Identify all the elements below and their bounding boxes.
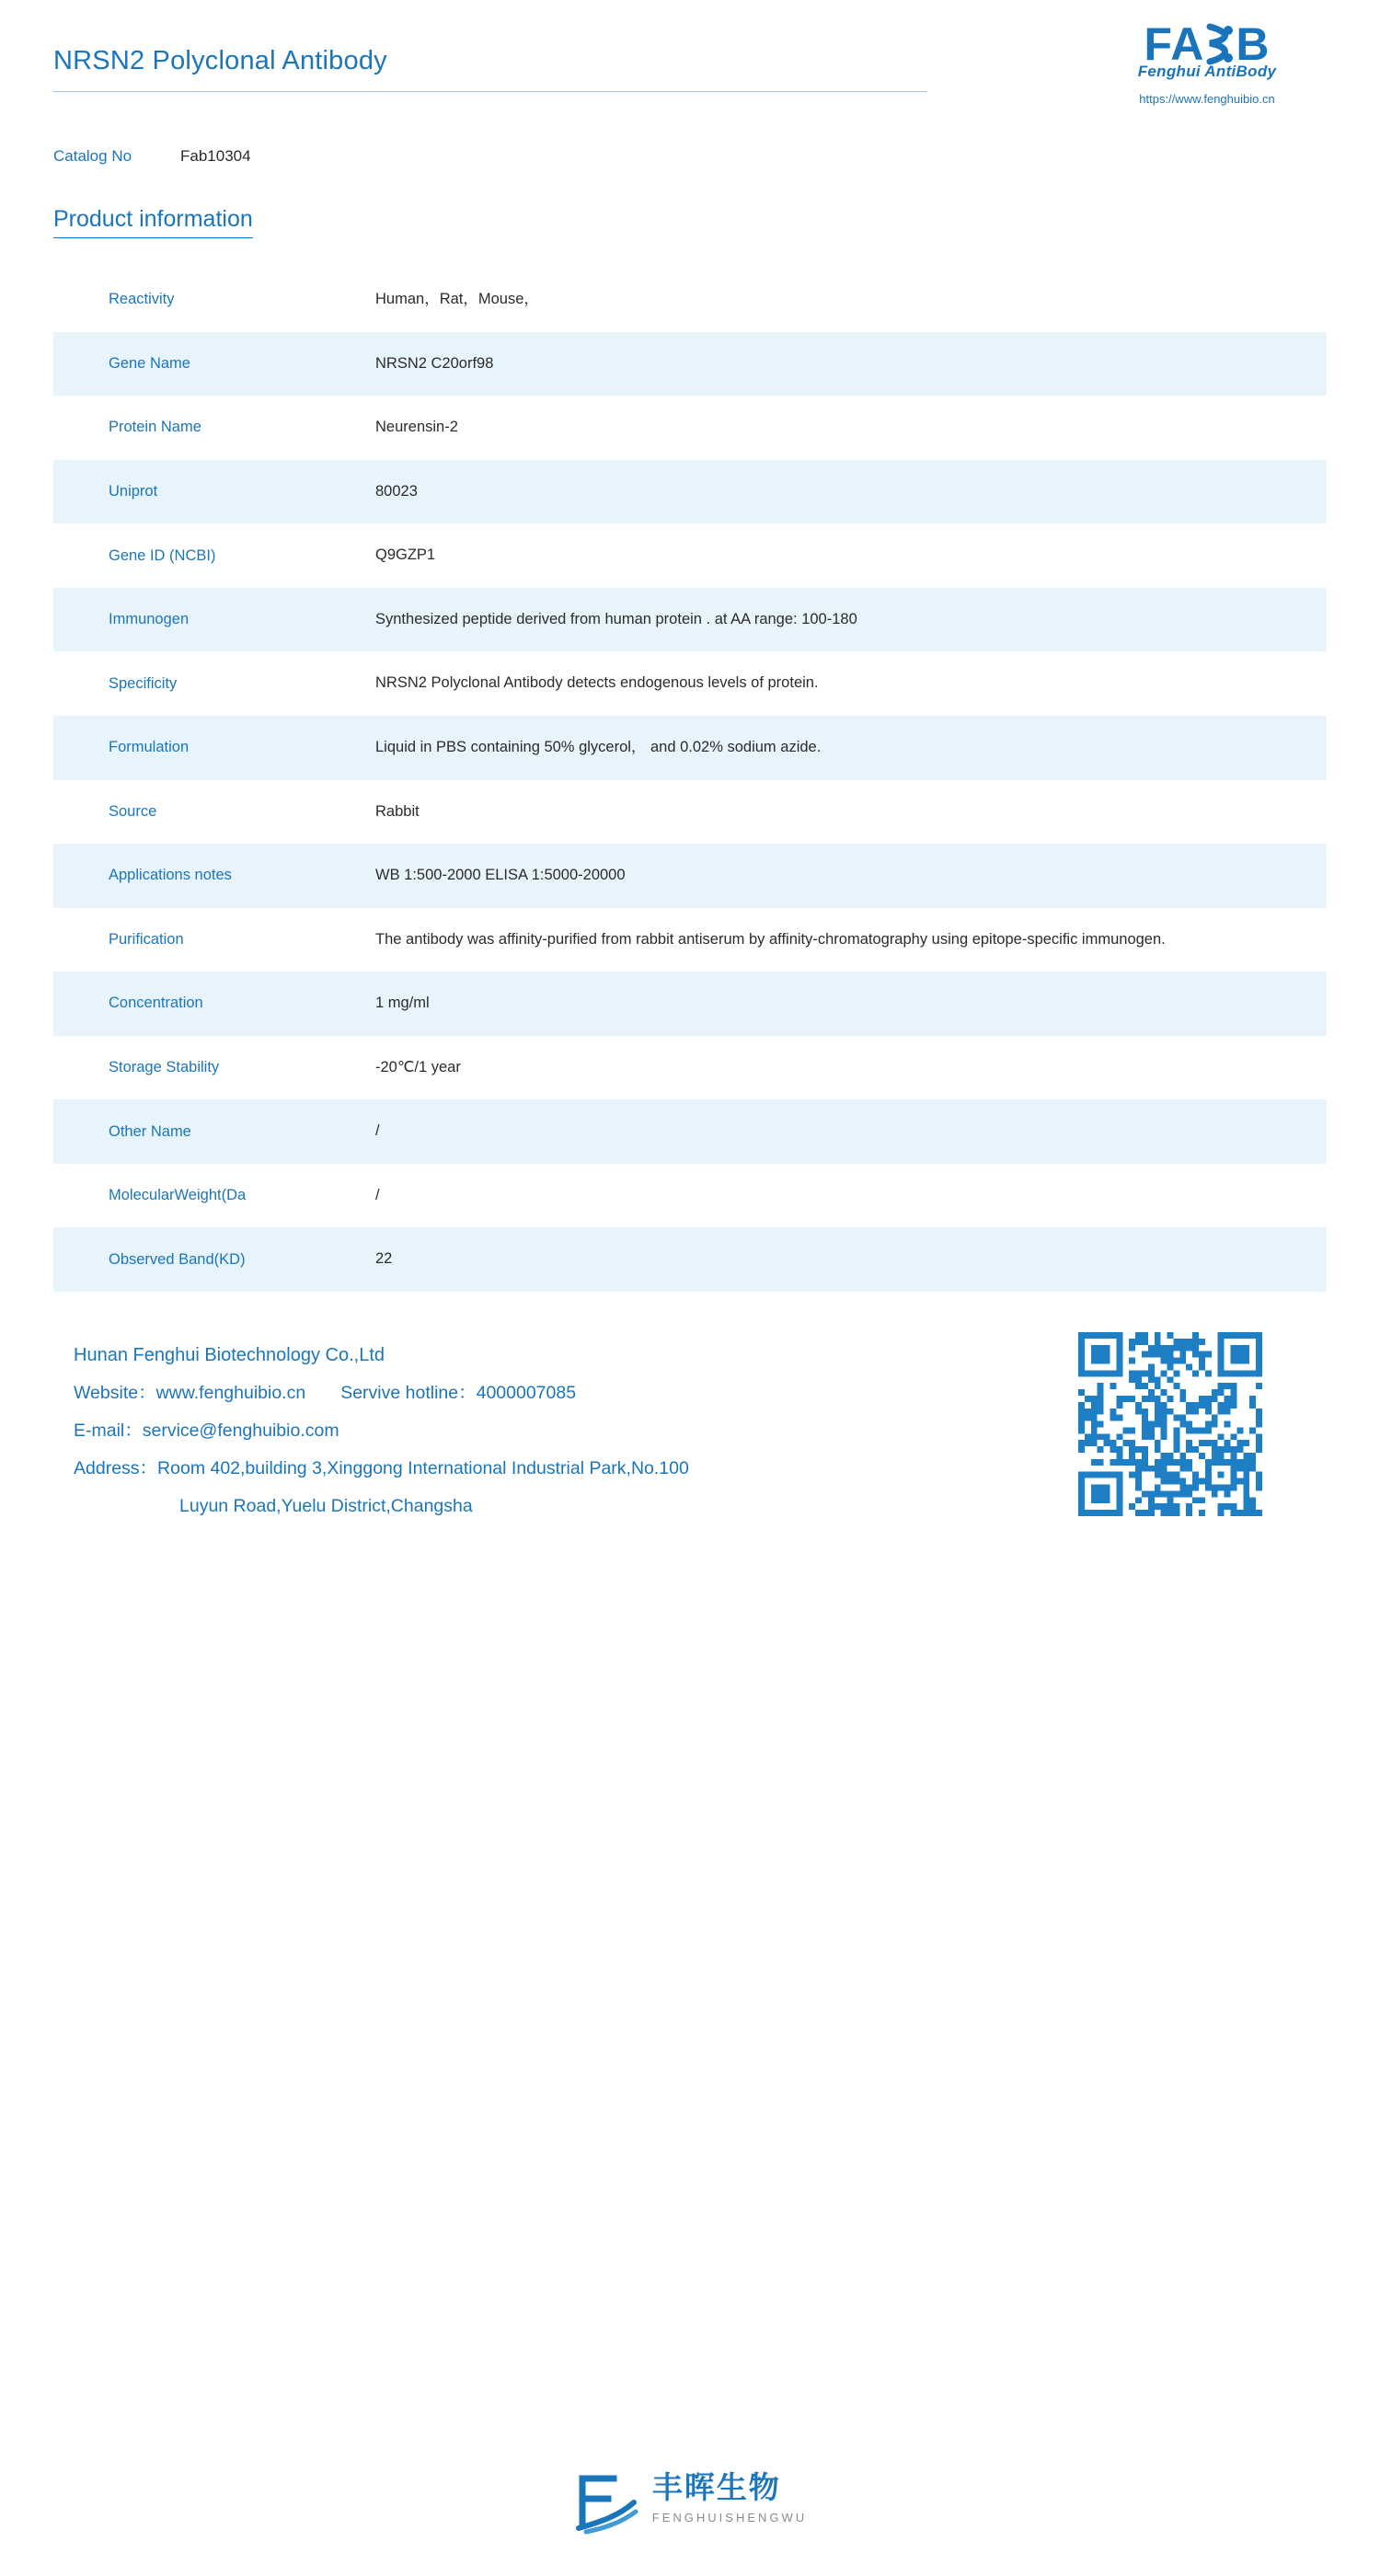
footer-contact-block bbox=[74, 1336, 1021, 1525]
footer-website-line bbox=[74, 1374, 1021, 1412]
footer-hotline-label: Servive hotline： bbox=[340, 1383, 477, 1403]
product-information-table bbox=[53, 268, 1327, 1292]
footer-address-line2: Luyun Road,Yuelu District,Changsha bbox=[179, 1495, 473, 1516]
footer-email-label: E-mail： bbox=[74, 1420, 143, 1441]
row-label: Concentration bbox=[109, 995, 203, 1012]
document-header bbox=[53, 0, 1327, 138]
row-value: WB 1:500-2000 ELISA 1:5000-20000 bbox=[375, 867, 626, 884]
row-label: Source bbox=[109, 802, 157, 820]
table-row bbox=[53, 1036, 1327, 1100]
row-label: Formulation bbox=[109, 739, 190, 756]
table-row bbox=[53, 651, 1327, 716]
footer-address-label: Address： bbox=[74, 1457, 158, 1478]
row-value: The antibody was affinity-purified from rabbit antiserum by affinity-chromatography using epitope-specific immunogen. bbox=[375, 930, 1166, 948]
logo-fab-text bbox=[1144, 20, 1270, 68]
row-label: Immunogen bbox=[109, 611, 190, 628]
row-label: Observed Band(KD) bbox=[109, 1250, 246, 1268]
bottom-logo-en: FENGHUISHENGWU bbox=[651, 2511, 808, 2524]
row-value: Rabbit bbox=[375, 802, 420, 820]
footer-company: Hunan Fenghui Biotechnology Co.,Ltd bbox=[74, 1345, 385, 1365]
document-footer bbox=[53, 1319, 1327, 1623]
row-label: Gene Name bbox=[109, 354, 190, 372]
footer-email-value[interactable]: service@fenghuibio.com bbox=[142, 1420, 339, 1441]
logo-url: https://www.fenghuibio.cn bbox=[1139, 92, 1275, 106]
row-value: Synthesized peptide derived from human protein . at AA range: 100-180 bbox=[375, 610, 857, 627]
dna-swirl-icon bbox=[1204, 23, 1236, 63]
row-label: Storage Stability bbox=[109, 1059, 220, 1076]
table-row bbox=[53, 588, 1327, 652]
logo-letter-f: F bbox=[1144, 18, 1171, 70]
logo-letter-b: B bbox=[1236, 18, 1271, 70]
row-value: NRSN2 C20orf98 bbox=[375, 354, 494, 372]
footer-address-line bbox=[74, 1450, 1021, 1488]
row-value: Q9GZP1 bbox=[375, 546, 436, 564]
catalog-row bbox=[53, 147, 1327, 166]
row-value: 1 mg/ml bbox=[375, 995, 430, 1012]
row-value: Liquid in PBS containing 50% glycerol， and 0.02% sodium azide. bbox=[375, 738, 822, 755]
row-value: Human，Rat，Mouse， bbox=[375, 291, 539, 307]
page-title: NRSN2 Polyclonal Antibody bbox=[53, 46, 387, 75]
row-label: Other Name bbox=[109, 1122, 191, 1140]
row-value: / bbox=[375, 1186, 380, 1203]
fenghui-mark-icon bbox=[573, 2471, 641, 2536]
brand-logo bbox=[1087, 20, 1327, 106]
row-value: -20℃/1 year bbox=[375, 1058, 461, 1075]
row-value: 80023 bbox=[375, 482, 418, 500]
section-heading: Product information bbox=[53, 206, 253, 238]
footer-email-line bbox=[74, 1412, 1021, 1450]
footer-website-value[interactable]: www.fenghuibio.cn bbox=[155, 1383, 306, 1403]
row-value: NRSN2 Polyclonal Antibody detects endogenous levels of protein. bbox=[375, 674, 819, 692]
footer-hotline-value: 4000007085 bbox=[476, 1383, 577, 1403]
row-label: Protein Name bbox=[109, 419, 201, 436]
bottom-brand-logo bbox=[0, 2469, 1380, 2537]
row-label: Uniprot bbox=[109, 482, 158, 500]
table-row bbox=[53, 1227, 1327, 1292]
row-label: Gene ID (NCBI) bbox=[109, 546, 216, 564]
footer-website-label: Website： bbox=[74, 1383, 156, 1403]
row-value: / bbox=[375, 1122, 380, 1140]
table-row bbox=[53, 268, 1327, 332]
footer-address-line2-wrap bbox=[74, 1488, 1021, 1525]
bottom-logo-cn: 丰晖生物 bbox=[651, 2470, 781, 2504]
table-row bbox=[53, 523, 1327, 588]
row-label: Purification bbox=[109, 930, 184, 948]
row-value: 22 bbox=[375, 1250, 393, 1268]
row-label: Specificity bbox=[109, 674, 178, 692]
table-row bbox=[53, 716, 1327, 780]
title-divider bbox=[53, 91, 927, 92]
table-row bbox=[53, 908, 1327, 972]
bottom-logo-inner bbox=[573, 2469, 807, 2537]
row-value: Neurensin-2 bbox=[375, 419, 458, 436]
catalog-label: Catalog No bbox=[53, 147, 132, 165]
table-row bbox=[53, 460, 1327, 524]
table-row bbox=[53, 1099, 1327, 1164]
row-label: Applications notes bbox=[109, 867, 232, 884]
footer-address-line1: Room 402,building 3,Xinggong International Industrial Park,No.100 bbox=[157, 1457, 689, 1478]
table-row bbox=[53, 332, 1327, 397]
table-row bbox=[53, 1164, 1327, 1228]
table-row bbox=[53, 780, 1327, 845]
logo-letter-a: A bbox=[1170, 18, 1205, 70]
catalog-value: Fab10304 bbox=[180, 147, 251, 165]
row-label: MolecularWeight(Da bbox=[109, 1187, 247, 1204]
table-row bbox=[53, 396, 1327, 460]
title-block bbox=[53, 46, 927, 92]
row-label: Reactivity bbox=[109, 291, 175, 308]
qr-code bbox=[1078, 1332, 1262, 1516]
table-row bbox=[53, 972, 1327, 1036]
logo-tagline: Fenghui AntiBody bbox=[1137, 63, 1277, 80]
table-row bbox=[53, 844, 1327, 908]
